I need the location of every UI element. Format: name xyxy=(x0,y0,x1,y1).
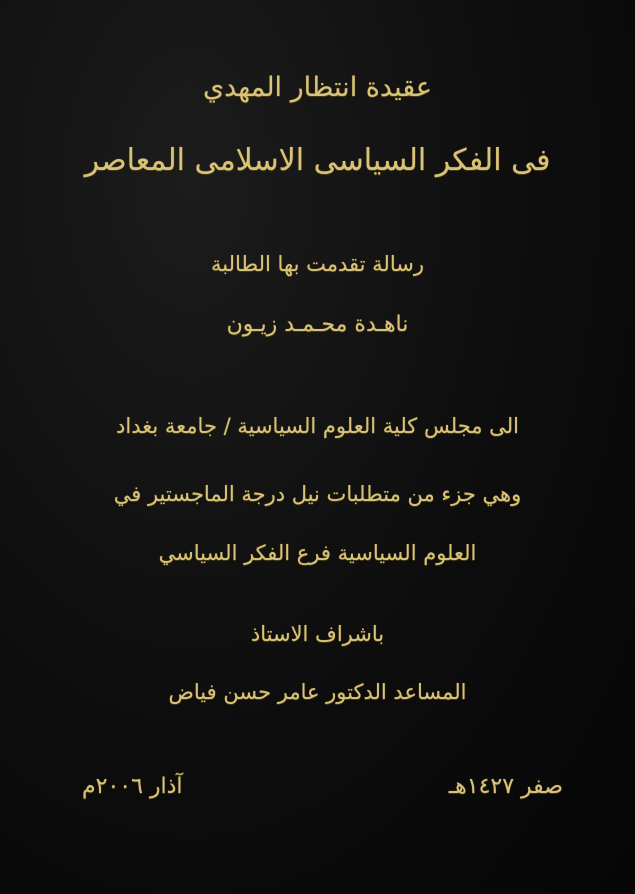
author-name: ناهـدة محـمـد زيـون xyxy=(226,312,409,337)
requirement-line-2: العلوم السياسية فرع الفكر السياسي xyxy=(158,541,477,565)
council-line: الى مجلس كلية العلوم السياسية / جامعة بغداد xyxy=(116,414,519,438)
supervision-label: باشراف الاستاذ xyxy=(250,622,385,646)
requirement-line-1: وهي جزء من متطلبات نيل درجة الماجستير في xyxy=(113,482,522,506)
gregorian-date: آذار ٢٠٠٦م xyxy=(82,774,183,799)
supervisor-name: المساعد الدكتور عامر حسن فياض xyxy=(168,680,467,704)
submission-intro: رسالة تقدمت بها الطالبة xyxy=(211,252,424,276)
hijri-date: صفر ١٤٢٧هـ xyxy=(448,774,563,799)
title-line-1: عقيدة انتظار المهدي xyxy=(202,72,433,103)
title-line-2: فى الفكر السياسى الاسلامى المعاصر xyxy=(84,143,551,178)
